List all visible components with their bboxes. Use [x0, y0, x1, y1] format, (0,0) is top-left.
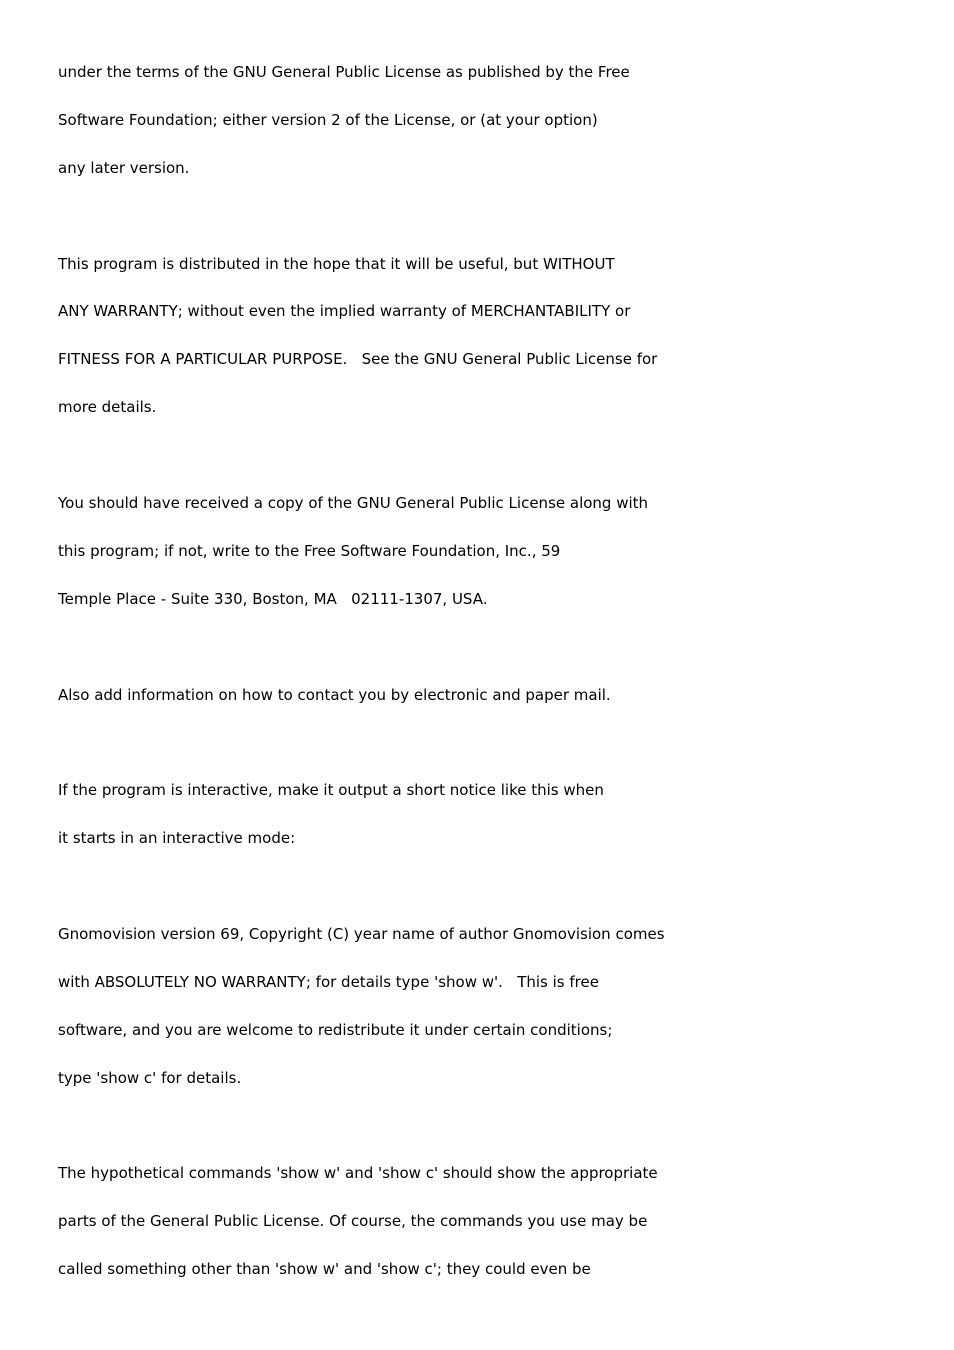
text-line: Gnomovision version 69, Copyright (C) year name of author Gnomovision comes — [58, 925, 665, 944]
text-line: type 'show c' for details. — [58, 1068, 242, 1087]
paragraph-gap — [58, 1116, 918, 1164]
text-line: You should have received a copy of the GNU General Public License along with — [58, 494, 649, 513]
paragraph-gap — [58, 732, 918, 780]
paragraph-gap — [58, 876, 918, 924]
paragraph-gap — [58, 445, 918, 493]
text-line: more details. — [58, 398, 157, 417]
text-line: Also add information on how to contact you by electronic and paper mail. — [58, 685, 611, 704]
text-line: If the program is interactive, make it output a short notice like this when — [58, 781, 604, 800]
text-line: under the terms of the GNU General Public License as published by the Free — [58, 63, 630, 81]
text-line: with ABSOLUTELY NO WARRANTY; for details type 'show w'. This is free — [58, 972, 599, 991]
text-line: software, and you are welcome to redistribute it under certain conditions; — [58, 1020, 613, 1039]
text-line: this program; if not, write to the Free Software Foundation, Inc., 59 — [58, 541, 561, 560]
text-line: called something other than 'show w' and 'show c'; they could even be — [58, 1260, 591, 1279]
paragraph-gap — [58, 206, 918, 254]
text-line: This program is distributed in the hope that it will be useful, but WITHOUT — [58, 254, 615, 273]
text-line: it starts in an interactive mode: — [58, 829, 296, 848]
text-line: parts of the General Public License. Of course, the commands you use may be — [58, 1212, 648, 1231]
text-line: FITNESS FOR A PARTICULAR PURPOSE. See the GNU General Public License for — [58, 350, 658, 369]
text-line: Temple Place - Suite 330, Boston, MA 02111-1307, USA. — [58, 589, 488, 608]
text-line: any later version. — [58, 158, 190, 177]
text-line: ANY WARRANTY; without even the implied warranty of MERCHANTABILITY or — [58, 302, 631, 321]
document-page — [58, 62, 918, 1307]
paragraph-gap — [58, 637, 918, 685]
text-line: The hypothetical commands 'show w' and 'show c' should show the appropriate — [58, 1164, 658, 1183]
text-line: Software Foundation; either version 2 of the License, or (at your option) — [58, 110, 598, 129]
